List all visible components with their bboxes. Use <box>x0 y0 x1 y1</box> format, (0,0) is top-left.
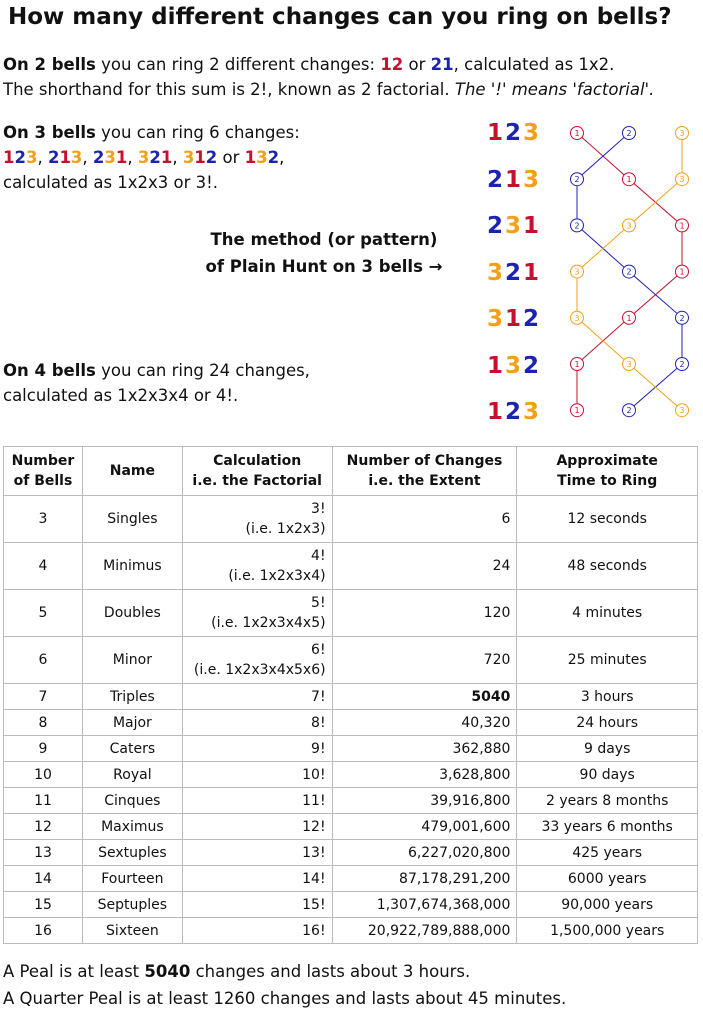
bell-node-number: 1 <box>626 313 632 323</box>
change-digit: 2 <box>267 148 280 167</box>
cell-time: 90,000 years <box>517 892 698 918</box>
cell-changes: 20,922,789,888,000 <box>332 918 517 944</box>
table-row <box>4 866 698 892</box>
change-digit: 1 <box>115 148 128 167</box>
change-digit: 2 <box>205 148 218 167</box>
peal-note <box>3 962 470 981</box>
hunt-digit: 1 <box>487 352 506 379</box>
change-digit: 2 <box>47 148 60 167</box>
hunt-digit: 1 <box>523 259 542 286</box>
table-row <box>4 736 698 762</box>
hunt-row-label <box>487 167 557 193</box>
page-title: How many different changes can you ring on bells? <box>8 4 672 30</box>
or-word: or <box>217 148 245 167</box>
cell-changes: 39,916,800 <box>332 788 517 814</box>
two-bells-paragraph <box>3 52 654 102</box>
bell-node-number: 2 <box>574 175 580 185</box>
change-digit: 3 <box>25 148 38 167</box>
cell-changes: 6,227,020,800 <box>332 840 517 866</box>
header-name <box>82 447 182 496</box>
cell-changes: 1,307,674,368,000 <box>332 892 517 918</box>
hunt-row-label <box>487 260 557 286</box>
calc-factorial: 12! <box>302 818 326 835</box>
calc-factorial: 11! <box>302 792 326 809</box>
cell-calc <box>182 814 332 840</box>
header-changes-l1: Number of Changes <box>346 453 503 469</box>
cell-calc <box>182 543 332 590</box>
header-changes <box>332 447 517 496</box>
cell-bells: 3 <box>4 496 83 543</box>
hunt-digit: 2 <box>487 213 506 239</box>
three-bells-text: you can ring 6 changes: <box>95 123 300 142</box>
hunt-digit: 1 <box>523 213 542 239</box>
table-row <box>4 637 698 684</box>
cell-bells: 16 <box>4 918 83 944</box>
three-bells-paragraph <box>3 120 300 195</box>
header-calc-l2: i.e. the Factorial <box>192 473 322 489</box>
factorial-note: The '!' means 'factorial'. <box>454 80 655 99</box>
hunt-row-label <box>487 213 557 239</box>
header-time-l2: Time to Ring <box>557 473 658 489</box>
bell-node-number: 3 <box>626 360 632 369</box>
bell-node-number: 1 <box>679 221 685 231</box>
method-label <box>180 226 468 280</box>
shorthand-text: The shorthand for this sum is 2!, known as 2 factorial. <box>3 80 455 99</box>
cell-time: 48 seconds <box>517 543 698 590</box>
calc-factorial: 7! <box>311 688 326 705</box>
cell-changes: 120 <box>332 590 517 637</box>
cell-bells: 14 <box>4 866 83 892</box>
cell-calc <box>182 637 332 684</box>
cell-calc <box>182 762 332 788</box>
two-bells-line2 <box>3 77 654 102</box>
table-row <box>4 814 698 840</box>
change-digit: 3 <box>104 148 116 167</box>
bell-node-number: 3 <box>574 267 580 277</box>
table-row <box>4 762 698 788</box>
hunt-digit: 1 <box>487 399 506 425</box>
change-132 <box>245 148 279 167</box>
header-changes-l2: i.e. the Extent <box>368 473 481 489</box>
cell-calc <box>182 684 332 710</box>
hunt-digit: 2 <box>505 120 524 146</box>
bell-node-number: 3 <box>679 406 685 416</box>
hunt-digit: 1 <box>505 306 524 332</box>
bell-node-number: 1 <box>679 267 685 277</box>
bell-node-number: 1 <box>574 406 580 416</box>
hunt-row-label <box>487 306 557 332</box>
calc-factorial: 16! <box>302 922 326 939</box>
change-231 <box>93 148 127 167</box>
hunt-digit: 3 <box>523 120 542 146</box>
cell-name: Major <box>82 710 182 736</box>
change-digit: 1 <box>160 148 173 167</box>
header-bells-l1: Number <box>11 453 75 469</box>
change-digit: 1 <box>59 148 71 167</box>
or-word: or <box>403 55 431 74</box>
calc-factorial: 9! <box>311 740 326 757</box>
three-bells-calc: calculated as 1x2x3 or 3!. <box>3 173 219 192</box>
cell-name: Triples <box>82 684 182 710</box>
hunt-digit: 3 <box>523 166 542 193</box>
change-123 <box>3 148 37 167</box>
cell-bells: 10 <box>4 762 83 788</box>
cell-name: Sextuples <box>82 840 182 866</box>
cell-calc <box>182 892 332 918</box>
calc-factorial: 8! <box>311 714 326 731</box>
four-bells-line1 <box>3 358 310 383</box>
change-digit: 3 <box>256 148 268 167</box>
quarter-peal-note: A Quarter Peal is at least 1260 changes and lasts about 45 minutes. <box>3 989 567 1008</box>
hunt-digit: 2 <box>505 399 524 425</box>
bell-node-number: 2 <box>679 360 685 369</box>
cell-name: Caters <box>82 736 182 762</box>
hunt-digit: 3 <box>487 259 506 286</box>
bell-node-number: 2 <box>626 406 632 416</box>
cell-bells: 6 <box>4 637 83 684</box>
hunt-digit: 3 <box>523 399 542 425</box>
header-time <box>517 447 698 496</box>
two-bells-calc: , calculated as 1x2. <box>453 55 615 74</box>
cell-changes: 5040 <box>332 684 517 710</box>
calc-factorial: 4! <box>311 548 326 564</box>
cell-time: 3 hours <box>517 684 698 710</box>
bell-node-number: 3 <box>574 313 580 323</box>
hunt-digit: 2 <box>505 259 524 286</box>
cell-calc <box>182 866 332 892</box>
cell-time: 425 years <box>517 840 698 866</box>
header-time-l1: Approximate <box>556 453 658 469</box>
cell-bells: 9 <box>4 736 83 762</box>
four-bells-text: you can ring 24 changes, <box>95 361 310 380</box>
separator: , <box>172 148 183 167</box>
calc-note: (i.e. 1x2x3) <box>245 521 326 537</box>
cell-time: 2 years 8 months <box>517 788 698 814</box>
change-digit: 1 <box>244 148 257 167</box>
cell-time: 9 days <box>517 736 698 762</box>
table-row <box>4 590 698 637</box>
calc-note: (i.e. 1x2x3x4x5) <box>211 615 326 631</box>
header-calc-l1: Calculation <box>213 453 302 469</box>
three-bells-changes <box>3 145 300 170</box>
cell-name: Maximus <box>82 814 182 840</box>
cell-time: 1,500,000 years <box>517 918 698 944</box>
table-row <box>4 918 698 944</box>
cell-bells: 11 <box>4 788 83 814</box>
table-row <box>4 892 698 918</box>
change-digit: 3 <box>182 148 195 167</box>
cell-calc <box>182 840 332 866</box>
change-12: 12 <box>380 55 404 74</box>
change-digit: 2 <box>149 148 161 167</box>
bell-node-number: 1 <box>574 360 580 369</box>
peal-text-b: changes and lasts about 3 hours. <box>190 962 471 981</box>
calc-factorial: 14! <box>302 870 326 887</box>
table-row <box>4 710 698 736</box>
hunt-digit: 2 <box>523 352 542 379</box>
cell-calc <box>182 736 332 762</box>
four-bells-paragraph <box>3 358 310 408</box>
bell-node-number: 1 <box>626 175 632 185</box>
hunt-row-label <box>487 399 557 425</box>
cell-name: Singles <box>82 496 182 543</box>
bell-node-number: 1 <box>574 129 580 138</box>
three-bells-line1 <box>3 120 300 145</box>
table-row <box>4 496 698 543</box>
cell-time: 12 seconds <box>517 496 698 543</box>
hunt-digit: 2 <box>523 306 542 332</box>
change-213 <box>48 148 82 167</box>
bell-node-number: 2 <box>626 129 632 138</box>
bell-node-number: 2 <box>626 267 632 277</box>
cell-name: Minimus <box>82 543 182 590</box>
cell-name: Fourteen <box>82 866 182 892</box>
plain-hunt-diagram <box>560 118 700 423</box>
calc-note: (i.e. 1x2x3x4x5x6) <box>193 662 326 678</box>
table-header-row <box>4 447 698 496</box>
change-21: 21 <box>430 55 454 74</box>
change-digit: 1 <box>194 148 206 167</box>
cell-name: Doubles <box>82 590 182 637</box>
hunt-digit: 2 <box>487 166 506 193</box>
table-row <box>4 684 698 710</box>
bell-node-number: 3 <box>679 175 685 185</box>
cell-bells: 8 <box>4 710 83 736</box>
change-digit: 2 <box>92 148 105 167</box>
change-312 <box>183 148 217 167</box>
peal-text-a: A Peal is at least <box>3 962 145 981</box>
method-label-line2: of Plain Hunt on 3 bells → <box>205 257 443 276</box>
method-label-line1: The method (or pattern) <box>210 230 438 249</box>
cell-calc <box>182 590 332 637</box>
bell-node-number: 3 <box>679 129 685 138</box>
cell-time: 6000 years <box>517 866 698 892</box>
cell-name: Royal <box>82 762 182 788</box>
change-digit: 1 <box>3 148 15 167</box>
cell-bells: 4 <box>4 543 83 590</box>
change-digit: 3 <box>70 148 83 167</box>
calc-factorial: 3! <box>311 501 326 517</box>
cell-time: 33 years 6 months <box>517 814 698 840</box>
change-digit: 2 <box>14 148 26 167</box>
separator: , <box>279 148 285 167</box>
header-name-l1: Name <box>109 463 155 479</box>
cell-name: Minor <box>82 637 182 684</box>
peal-bold: 5040 <box>144 962 191 981</box>
cell-bells: 15 <box>4 892 83 918</box>
header-bells <box>4 447 83 496</box>
cell-name: Cinques <box>82 788 182 814</box>
separator: , <box>37 148 48 167</box>
cell-time: 90 days <box>517 762 698 788</box>
cell-changes: 87,178,291,200 <box>332 866 517 892</box>
four-bells-calc: calculated as 1x2x3x4 or 4!. <box>3 386 239 405</box>
table-row <box>4 840 698 866</box>
hunt-digit: 3 <box>487 306 506 332</box>
hunt-digit: 1 <box>487 120 506 146</box>
cell-calc <box>182 918 332 944</box>
two-bells-line1 <box>3 52 654 77</box>
hunt-digit: 3 <box>505 213 524 239</box>
cell-changes: 6 <box>332 496 517 543</box>
header-calc <box>182 447 332 496</box>
cell-bells: 13 <box>4 840 83 866</box>
cell-time: 4 minutes <box>517 590 698 637</box>
cell-calc <box>182 788 332 814</box>
change-321 <box>138 148 172 167</box>
calc-note: (i.e. 1x2x3x4) <box>228 568 326 584</box>
cell-changes: 40,320 <box>332 710 517 736</box>
table-row <box>4 788 698 814</box>
hunt-digit: 1 <box>505 166 524 193</box>
three-bells-bold: On 3 bells <box>3 123 96 142</box>
changes-table <box>3 446 698 944</box>
cell-changes: 3,628,800 <box>332 762 517 788</box>
cell-changes: 479,001,600 <box>332 814 517 840</box>
hunt-row-label <box>487 120 557 146</box>
calc-factorial: 15! <box>302 896 326 913</box>
cell-calc <box>182 496 332 543</box>
cell-time: 24 hours <box>517 710 698 736</box>
header-bells-l2: of Bells <box>13 473 73 489</box>
cell-name: Septuples <box>82 892 182 918</box>
two-bells-bold: On 2 bells <box>3 55 96 74</box>
cell-bells: 7 <box>4 684 83 710</box>
change-digit: 3 <box>137 148 150 167</box>
four-bells-bold: On 4 bells <box>3 361 96 380</box>
bell-node-number: 2 <box>679 313 685 323</box>
cell-changes: 720 <box>332 637 517 684</box>
cell-bells: 5 <box>4 590 83 637</box>
calc-factorial: 6! <box>311 642 326 658</box>
cell-changes: 24 <box>332 543 517 590</box>
hunt-row-label <box>487 353 557 379</box>
calc-factorial: 5! <box>311 595 326 611</box>
cell-bells: 12 <box>4 814 83 840</box>
calc-factorial: 10! <box>302 766 326 783</box>
table-row <box>4 543 698 590</box>
cell-calc <box>182 710 332 736</box>
separator: , <box>82 148 93 167</box>
separator: , <box>127 148 138 167</box>
cell-time: 25 minutes <box>517 637 698 684</box>
hunt-digit: 3 <box>505 352 524 379</box>
cell-changes: 362,880 <box>332 736 517 762</box>
calc-factorial: 13! <box>302 844 326 861</box>
cell-name: Sixteen <box>82 918 182 944</box>
two-bells-text: you can ring 2 different changes: <box>95 55 381 74</box>
bell-node-number: 3 <box>626 221 632 231</box>
bell-node-number: 2 <box>574 221 580 231</box>
